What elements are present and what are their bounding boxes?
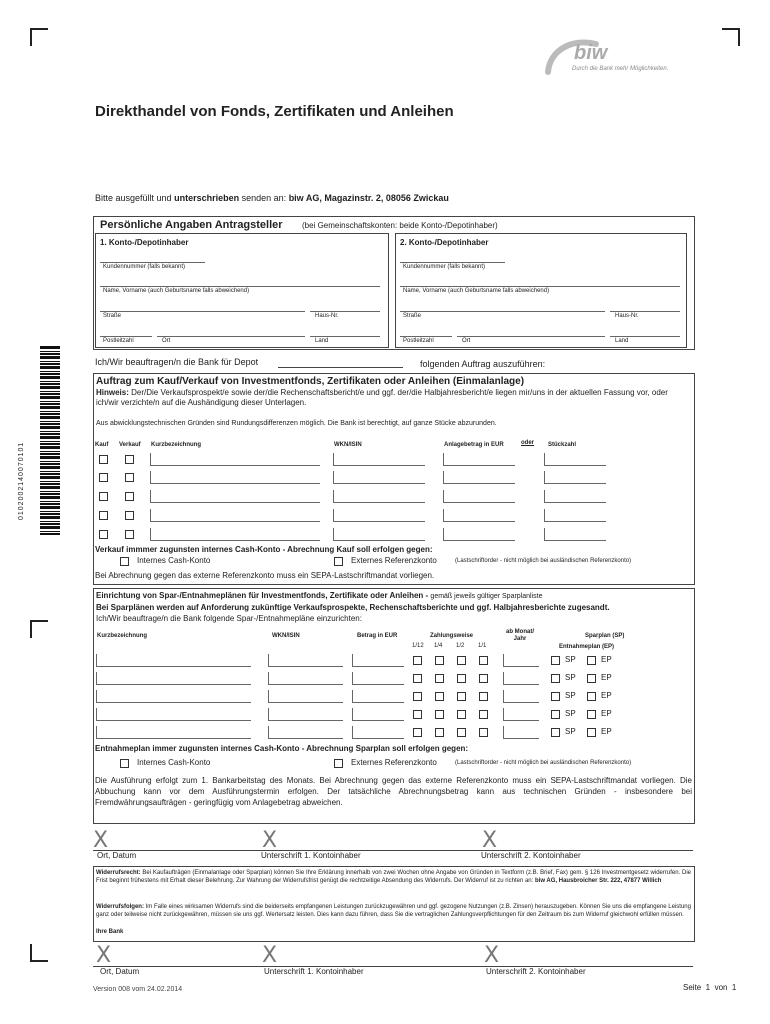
depot-number-field[interactable] (278, 367, 403, 368)
sig1-label-2: Unterschrift 1. Kontoinhaber (264, 967, 364, 976)
holder2-strasse-field[interactable] (400, 311, 605, 312)
zahlungsweise-checkbox[interactable] (457, 710, 466, 719)
signature-line-1[interactable] (93, 850, 693, 851)
spar-wkn-field[interactable] (268, 720, 343, 721)
sig-x-2-2: X (484, 943, 500, 968)
kauf-rundung: Aus abwicklungstechnischen Gründen sind Rundungsdifferenzen möglich. Die Bank ist berechtigt, auf ganze Stücke abzurunden. (96, 420, 497, 427)
crop-mark-mid-left (30, 620, 48, 638)
col-wkn: WKN/ISIN (334, 442, 362, 448)
freq-label: 1/4 (434, 643, 443, 649)
ep-checkbox[interactable] (587, 710, 596, 719)
kauf-checkbox[interactable] (99, 473, 108, 482)
barcode-number: 0102002140070101 (18, 441, 25, 520)
depot-suffix: folgenden Auftrag auszuführen: (420, 359, 546, 369)
widerrufsfolgen-text: Im Falle eines wirksamen Widerrufs sind die beiderseits empfangenen Leistungen zurückzugewähren und ggf. gezogene Nutzungen (z.B. Zinsen) herauszugeben. Können Sie uns die empfangene Leistung ganz oder teilweise nicht zurückgewähren, müssen sie uns ggf. Wertersatz leisten. Dies kann dazu führen, dass Sie die vertraglichen Zahlungsverpflichtungen für den Zeitraum bis zum Widerruf gleichwohl erfüllen müssen. (96, 904, 691, 918)
barcode (40, 345, 60, 535)
sig-x-ort-2: X (96, 943, 112, 968)
holder2-label: 2. Konto-/Depotinhaber (400, 238, 489, 247)
zahlungsweise-checkbox[interactable] (413, 710, 422, 719)
spar-intern-checkbox[interactable] (120, 759, 129, 768)
footer-page: Seite 1 von 1 (683, 983, 737, 992)
ep-label: EP (601, 709, 612, 718)
sig-ort-label: Ort, Datum (97, 851, 137, 860)
zahlungsweise-checkbox[interactable] (479, 656, 488, 665)
wkn-field[interactable] (333, 540, 425, 541)
holder2-ort-label: Ort (462, 338, 471, 344)
kauf-extern-note: (Lastschriftorder - nicht möglich bei ausländischen Referenzkonto) (455, 558, 632, 564)
ep-label: EP (601, 691, 612, 700)
zahlungsweise-checkbox[interactable] (479, 674, 488, 683)
widerrufsrecht (96, 869, 691, 885)
crop-mark-top-right (722, 28, 740, 46)
holder2-land-field[interactable] (610, 336, 680, 337)
kauf-checkbox[interactable] (99, 492, 108, 501)
zahlungsweise-checkbox[interactable] (413, 674, 422, 683)
spar-col-betrag: Betrag in EUR (357, 633, 398, 639)
page-title: Direkthandel von Fonds, Zertifikaten und Anleihen (95, 103, 454, 120)
stueckzahl-field[interactable] (544, 521, 606, 522)
widerrufsrecht-address: biw AG, Hausbroicher Str. 222, 47877 Willich (534, 878, 662, 884)
sig-x-1-2: X (262, 943, 278, 968)
zahlungsweise-checkbox[interactable] (435, 710, 444, 719)
kurzbezeichnung-field[interactable] (150, 502, 320, 503)
spar-extern-label: Externes Referenzkonto (351, 758, 437, 767)
holder1-hausnr-label: Haus-Nr. (315, 313, 339, 319)
spar-col-ep: Entnahmeplan (EP) (559, 644, 615, 650)
spar-kurz-field[interactable] (96, 738, 251, 739)
zahlungsweise-checkbox[interactable] (413, 656, 422, 665)
kauf-sepa-note: Bei Abrechnung gegen das externe Referenzkonto muss ein SEPA-Lastschriftmandat vorliegen. (95, 571, 435, 580)
holder1-name-field[interactable] (100, 286, 380, 287)
spar-kurz-field[interactable] (96, 666, 251, 667)
verkauf-heading: Verkauf immmer zugunsten internes Cash-Konto - Abrechnung Kauf soll erfolgen gegen: (95, 545, 433, 554)
zahlungsweise-checkbox[interactable] (435, 692, 444, 701)
sp-checkbox[interactable] (551, 656, 560, 665)
kauf-extern-label: Externes Referenzkonto (351, 556, 437, 565)
holder1-strasse-label: Straße (103, 313, 122, 319)
holder2-hausnr-field[interactable] (610, 311, 680, 312)
spar-betrag-field[interactable] (352, 738, 404, 739)
anlagebetrag-field[interactable] (443, 465, 515, 466)
holder1-name-label: Name, Vorname (auch Geburtsname falls abweichend) (103, 288, 250, 294)
spar-kurz-field[interactable] (96, 684, 251, 685)
sp-label: SP (565, 673, 576, 682)
send-instruction (95, 193, 449, 203)
spar-col-wkn: WKN/ISIN (272, 633, 300, 639)
holder1-ort-field[interactable] (157, 336, 305, 337)
sp-checkbox[interactable] (551, 692, 560, 701)
spar-betrag-field[interactable] (352, 720, 404, 721)
ab-monat-field[interactable] (503, 720, 539, 721)
sig-x-1: X (262, 828, 278, 853)
wkn-field[interactable] (333, 483, 425, 484)
spar-heading-note: gemäß jeweils gültiger Sparplanliste (430, 593, 543, 600)
holder1-kundennummer-label: Kundennummer (falls bekannt) (103, 264, 186, 270)
signature-line-2[interactable] (93, 966, 693, 967)
sig-ort-label-2: Ort, Datum (100, 967, 140, 976)
ep-checkbox[interactable] (587, 656, 596, 665)
kauf-checkbox[interactable] (99, 530, 108, 539)
logo-name: biw (574, 42, 608, 64)
spar-col-sp: Sparplan (SP) (585, 633, 625, 639)
hinweis-label: Hinweis: (96, 388, 129, 397)
spar-betrag-field[interactable] (352, 684, 404, 685)
spar-betrag-field[interactable] (352, 666, 404, 667)
footer-version: Version 008 vom 24.02.2014 (93, 986, 183, 993)
holder1-strasse-field[interactable] (100, 311, 305, 312)
spar-kurz-field[interactable] (96, 702, 251, 703)
stueckzahl-field[interactable] (544, 502, 606, 503)
anlagebetrag-field[interactable] (443, 502, 515, 503)
holder2-ort-field[interactable] (457, 336, 605, 337)
sig2-label: Unterschrift 2. Kontoinhaber (481, 851, 581, 860)
spar-col-ab: ab Monat/ Jahr (506, 629, 534, 642)
spar-kurz-field[interactable] (96, 720, 251, 721)
sp-label: SP (565, 691, 576, 700)
zahlungsweise-checkbox[interactable] (479, 728, 488, 737)
anlagebetrag-field[interactable] (443, 540, 515, 541)
sig1-label: Unterschrift 1. Kontoinhaber (261, 851, 361, 860)
wkn-field[interactable] (333, 521, 425, 522)
sp-checkbox[interactable] (551, 710, 560, 719)
holder1-land-label: Land (315, 338, 329, 344)
spar-wkn-field[interactable] (268, 702, 343, 703)
send-emph: unterschrieben (174, 193, 240, 203)
holder2-plz-label: Postleitzahl (403, 338, 434, 344)
biw-logo (540, 36, 690, 80)
col-anlagebetrag: Anlagebetrag in EUR (444, 442, 504, 448)
sig-x-ort: X (93, 828, 109, 853)
col-kurzbezeichnung: Kurzbezeichnung (151, 442, 202, 448)
kurzbezeichnung-field[interactable] (150, 465, 320, 466)
anlagebetrag-field[interactable] (443, 521, 515, 522)
zahlungsweise-checkbox[interactable] (435, 728, 444, 737)
kurzbezeichnung-field[interactable] (150, 521, 320, 522)
sig2-label-2: Unterschrift 2. Kontoinhaber (486, 967, 586, 976)
zahlungsweise-checkbox[interactable] (457, 656, 466, 665)
kauf-checkbox[interactable] (99, 511, 108, 520)
ab-monat-field[interactable] (503, 702, 539, 703)
zahlungsweise-checkbox[interactable] (413, 692, 422, 701)
ep-label: EP (601, 673, 612, 682)
zahlungsweise-checkbox[interactable] (413, 728, 422, 737)
holder2-name-field[interactable] (400, 286, 680, 287)
spar-wkn-field[interactable] (268, 666, 343, 667)
spar-wkn-field[interactable] (268, 738, 343, 739)
holder1-land-field[interactable] (310, 336, 380, 337)
spar-heading: Einrichtung von Spar-/Entnahmeplänen für Investmentfonds, Zertifikate oder Anleihen - (96, 591, 429, 600)
col-oder: oder (521, 440, 535, 446)
holder2-land-label: Land (615, 338, 629, 344)
wkn-field[interactable] (333, 465, 425, 466)
spar-wkn-field[interactable] (268, 684, 343, 685)
sp-label: SP (565, 727, 576, 736)
ab-monat-field[interactable] (503, 666, 539, 667)
col-stueckzahl: Stückzahl (548, 442, 577, 448)
freq-label: 1/2 (456, 643, 465, 649)
kauf-intern-label: Internes Cash-Konto (137, 556, 211, 565)
kauf-checkbox[interactable] (99, 455, 108, 464)
verkauf-checkbox[interactable] (125, 530, 134, 539)
spar-extern-note: (Lastschriftorder - nicht möglich bei ausländischen Referenzkonto) (455, 760, 632, 766)
kauf-heading: Auftrag zum Kauf/Verkauf von Investmentfonds, Zertifikaten oder Anleihen (Einmalanlage) (96, 376, 525, 387)
depot-prefix: Ich/Wir beauftragen/n die Bank für Depot (95, 357, 259, 367)
verkauf-checkbox[interactable] (125, 511, 134, 520)
spar-sub: Bei Sparplänen werden auf Anforderung zukünftige Verkaufsprospekte, Rechenschaftsberichte und ggf. Halbjahresberichte zugesandt. (96, 603, 610, 612)
stueckzahl-field[interactable] (544, 540, 606, 541)
zahlungsweise-checkbox[interactable] (457, 728, 466, 737)
spar-col-weise: Zahlungsweise (430, 633, 474, 639)
entnahme-heading: Entnahmeplan immer zugunsten internes Cash-Konto - Abrechnung Sparplan soll erfolgen gegen: (95, 744, 469, 753)
holder2-hausnr-label: Haus-Nr. (615, 313, 639, 319)
ep-label: EP (601, 727, 612, 736)
holder2-name-label: Name, Vorname (auch Geburtsname falls abweichend) (403, 288, 550, 294)
send-prefix: Bitte ausgefüllt und (95, 193, 172, 203)
col-verkauf: Verkauf (119, 442, 141, 448)
spar-heading-wrap (96, 591, 542, 600)
holder2-strasse-label: Straße (403, 313, 422, 319)
ab-monat-field[interactable] (503, 684, 539, 685)
sp-checkbox[interactable] (551, 674, 560, 683)
zahlungsweise-checkbox[interactable] (479, 692, 488, 701)
sig-x-2: X (482, 828, 498, 853)
kauf-extern-checkbox[interactable] (334, 557, 343, 566)
zahlungsweise-checkbox[interactable] (479, 710, 488, 719)
logo-tagline: Durch die Bank mehr Möglichkeiten. (572, 66, 669, 72)
holder2-kundennummer-field[interactable] (400, 262, 505, 263)
send-address: biw AG, Magazinstr. 2, 08056 Zwickau (288, 193, 449, 203)
kauf-hinweis (96, 388, 691, 408)
spar-intern-label: Internes Cash-Konto (137, 758, 211, 767)
widerrufsrecht-label: Widerrufsrecht: (96, 870, 141, 876)
hinweis-text: Der/Die Verkaufsprospekt/e sowie der/die Rechenschaftsbericht/e und ggf. der/die Halbjahresbericht/e liegen mir/uns in der aktuellen Fassung vor, oder ich/wir verzichte/n auf die Aushändigung dieser Unterlagen. (96, 388, 668, 407)
ep-checkbox[interactable] (587, 674, 596, 683)
personal-note: (bei Gemeinschaftskonten: beide Konto-/Depotinhaber) (302, 221, 498, 230)
crop-mark-bottom-left (30, 944, 48, 962)
anlagebetrag-field[interactable] (443, 483, 515, 484)
holder1-label: 1. Konto-/Depotinhaber (100, 238, 189, 247)
kauf-intern-checkbox[interactable] (120, 557, 129, 566)
col-kauf: Kauf (95, 442, 109, 448)
ep-checkbox[interactable] (587, 692, 596, 701)
holder2-plz-field[interactable] (400, 336, 452, 337)
ep-label: EP (601, 655, 612, 664)
sp-label: SP (565, 655, 576, 664)
sp-checkbox[interactable] (551, 728, 560, 737)
stueckzahl-field[interactable] (544, 465, 606, 466)
zahlungsweise-checkbox[interactable] (435, 674, 444, 683)
verkauf-checkbox[interactable] (125, 492, 134, 501)
widerrufsrecht-text: Bei Kaufaufträgen (Einmalanlage oder Sparplan) können Sie Ihre Erklärung innerhalb von zwei Wochen ohne Angabe von Gründen in Textform (z.B. Brief, Fax) gem. § 126 Investmentgesetz widerrufen. Die Frist beginnt frühestens mit Erhalt dieser Belehrung. Zur Wahrung der Widerrufsfrist genügt die rechtzeitige Absendung des Widerrufs. Der Widerruf ist zu richten an: (96, 870, 692, 884)
spar-betrag-field[interactable] (352, 702, 404, 703)
holder1-plz-label: Postleitzahl (103, 338, 134, 344)
verkauf-checkbox[interactable] (125, 473, 134, 482)
holder1-kundennummer-field[interactable] (100, 262, 205, 263)
holder1-hausnr-field[interactable] (310, 311, 380, 312)
zahlungsweise-checkbox[interactable] (457, 674, 466, 683)
zahlungsweise-checkbox[interactable] (457, 692, 466, 701)
zahlungsweise-checkbox[interactable] (435, 656, 444, 665)
personal-heading: Persönliche Angaben Antragsteller (100, 219, 283, 231)
spar-extern-checkbox[interactable] (334, 759, 343, 768)
wkn-field[interactable] (333, 502, 425, 503)
kurzbezeichnung-field[interactable] (150, 540, 320, 541)
stueckzahl-field[interactable] (544, 483, 606, 484)
spar-col-kurz: Kurzbezeichnung (97, 633, 148, 639)
freq-label: 1/12 (412, 643, 424, 649)
widerrufsfolgen (96, 903, 691, 919)
send-mid: senden an: (241, 193, 287, 203)
ab-monat-field[interactable] (503, 738, 539, 739)
ausfuehrung-text: Die Ausführung erfolgt zum 1. Bankarbeitstag des Monats. Bei Abrechnung gegen das externe Referenzkonto muss ein SEPA-Lastschriftmandat vorliegen. Die Abbuchung kann vor dem Ausführungstermin erfolgen. Der tatsächliche Abrechnungsbetrag kann aus technischen Gründen - insbesondere bei Fremdwährungsaufträgen - geringfügig vom Anlagebetrag abweichen. (95, 776, 692, 807)
holder2-kundennummer-label: Kundennummer (falls bekannt) (403, 264, 486, 270)
holder1-plz-field[interactable] (100, 336, 152, 337)
spar-intro: Ich/Wir beauftrage/n die Bank folgende Spar-/Entnahmepläne einzurichten: (96, 614, 362, 623)
verkauf-checkbox[interactable] (125, 455, 134, 464)
ihre-bank: Ihre Bank (96, 929, 124, 935)
ep-checkbox[interactable] (587, 728, 596, 737)
sp-label: SP (565, 709, 576, 718)
freq-label: 1/1 (478, 643, 487, 649)
holder1-ort-label: Ort (162, 338, 171, 344)
crop-mark-top-left (30, 28, 48, 46)
kurzbezeichnung-field[interactable] (150, 483, 320, 484)
widerrufsfolgen-label: Widerrufsfolgen: (96, 904, 144, 910)
